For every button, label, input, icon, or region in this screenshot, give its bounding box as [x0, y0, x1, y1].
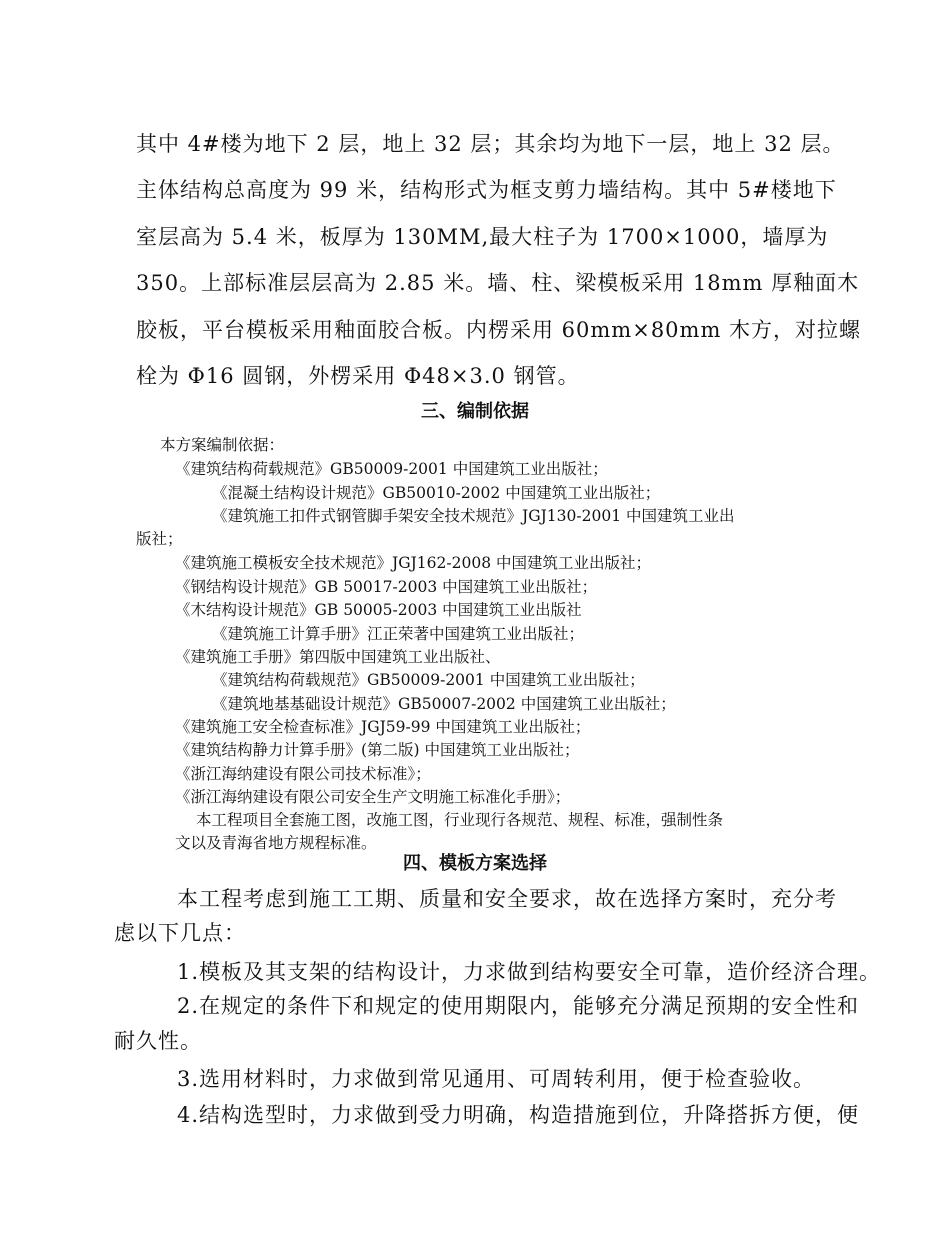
body-line: 虑以下几点： — [114, 921, 246, 945]
reference-item: 《浙江海纳建设有限公司技术标准》； — [175, 765, 431, 783]
body-line: 本工程考虑到施工工期、质量和安全要求，故在选择方案时，充分考 — [177, 887, 837, 911]
overview-line: 胶板，平台模板采用釉面胶合板。内楞采用 60mm×80mm 木方，对拉螺 — [136, 318, 862, 342]
reference-item: 《建筑结构静力计算手册》(第二版) 中国建筑工业出版社； — [175, 741, 580, 759]
list-item: 1.模板及其支架的结构设计，力求做到结构要安全可靠，造价经济合理。 — [177, 960, 882, 984]
section-heading: 三、编制依据 — [421, 401, 529, 422]
reference-item: 《建筑施工模板安全技术规范》JGJ162-2008 中国建筑工业出版社； — [175, 554, 652, 572]
list-item: 2.在规定的条件下和规定的使用期限内，能够充分满足预期的安全性和 — [177, 994, 860, 1018]
overview-line: 其中 4#楼为地下 2 层，地上 32 层；其余均为地下一层，地上 32 层。 — [136, 132, 845, 156]
overview-line: 栓为 Φ16 圆钢，外楞采用 Φ48×3.0 钢管。 — [136, 364, 580, 388]
reference-item: 《钢结构设计规范》GB 50017-2003 中国建筑工业出版社； — [175, 578, 598, 596]
reference-item-continued: 文以及青海省地方规程标准。 — [175, 834, 377, 852]
list-item: 3.选用材料时，力求做到常见通用、可周转利用，便于检查验收。 — [177, 1067, 816, 1091]
reference-item: 《混凝土结构设计规范》GB50010-2002 中国建筑工业出版社； — [212, 484, 661, 502]
overview-line: 350。上部标准层层高为 2.85 米。墙、柱、梁模板采用 18mm 厚釉面木 — [136, 271, 860, 295]
overview-line: 室层高为 5.4 米，板厚为 130MM,最大柱子为 1700×1000，墙厚为 — [136, 225, 829, 249]
reference-item: 本工程项目全套施工图，改施工图，行业现行各规范、规程、标准，强制性条 — [196, 811, 724, 829]
reference-item: 《浙江海纳建设有限公司安全生产文明施工标准化手册》； — [175, 788, 571, 806]
reference-item: 《建筑施工计算手册》江正荣著中国建筑工业出版社； — [212, 625, 585, 643]
list-item: 4.结构选型时，力求做到受力明确，构造措施到位，升降搭拆方便，便 — [177, 1103, 860, 1127]
reference-intro: 本方案编制依据： — [160, 436, 285, 454]
reference-item: 《建筑施工手册》第四版中国建筑工业出版社、 — [175, 648, 501, 666]
reference-item: 《木结构设计规范》GB 50005-2003 中国建筑工业出版社 — [175, 601, 582, 619]
reference-item: 《建筑结构荷载规范》GB50009-2001 中国建筑工业出版社； — [175, 460, 608, 478]
reference-item: 《建筑施工安全检查标准》JGJ59-99 中国建筑工业出版社； — [175, 718, 591, 736]
reference-item: 《建筑地基基础设计规范》GB50007-2002 中国建筑工业出版社； — [212, 695, 676, 713]
reference-item: 《建筑结构荷载规范》GB50009-2001 中国建筑工业出版社； — [212, 671, 645, 689]
section-heading: 四、模板方案选择 — [403, 853, 547, 874]
reference-item: 《建筑施工扣件式钢管脚手架安全技术规范》JGJ130-2001 中国建筑工业出 — [212, 507, 735, 525]
reference-item-continued: 版社； — [136, 530, 183, 548]
list-item-continued: 耐久性。 — [114, 1029, 202, 1053]
overview-line: 主体结构总高度为 99 米，结构形式为框支剪力墙结构。其中 5#楼地下 — [136, 178, 837, 202]
